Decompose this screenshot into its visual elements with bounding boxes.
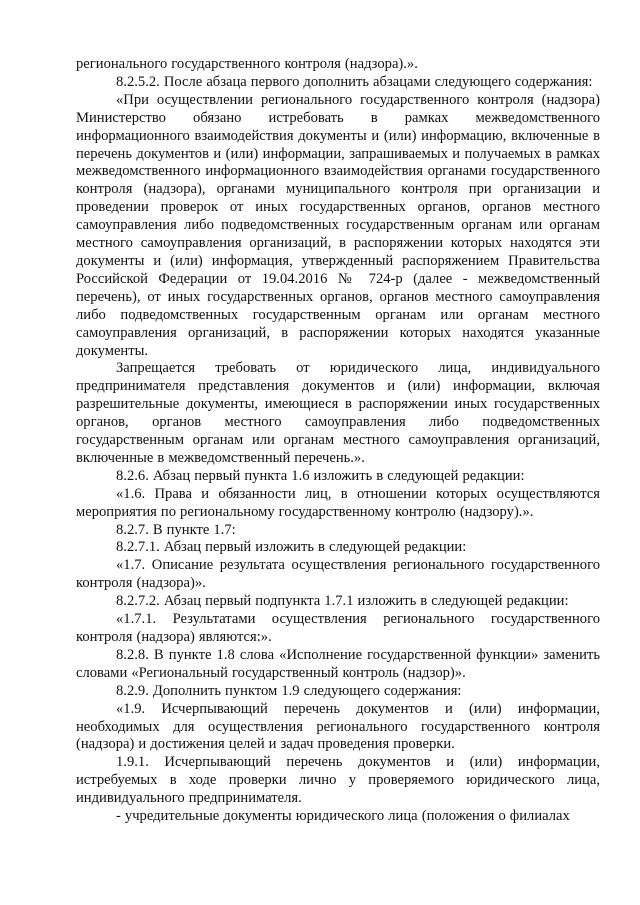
paragraph-5: 8.2.6. Абзац первый пункта 1.6 изложить в следующей редакции:	[116, 467, 525, 484]
paragraph-9: «1.7. Описание результата осуществления регионального государственного контроля (надзора)».	[76, 557, 600, 592]
paragraph-6: «1.6. Права и обязанности лиц, в отношении которых осуществляются мероприятия по региональному государственному контролю (надзору).».	[76, 485, 600, 520]
paragraph-10: 8.2.7.2. Абзац первый подпункта 1.7.1 изложить в следующей редакции:	[116, 593, 569, 610]
paragraph-2: 8.2.5.2. После абзаца первого дополнить абзацами следующего содержания:	[116, 73, 593, 90]
paragraph-13: 8.2.9. Дополнить пунктом 1.9 следующего содержания:	[116, 682, 462, 699]
paragraph-11: «1.7.1. Результатами осуществления регионального государственного контроля (надзора) являются:».	[76, 611, 600, 645]
paragraph-16: - учредительные документы юридического лица (положения о филиалах	[116, 808, 570, 825]
paragraph-12: 8.2.8. В пункте 1.8 слова «Исполнение государственной функции» заменить словами «Региональный государственный контроль (надзор)».	[76, 646, 600, 681]
paragraph-4: Запрещается требовать от юридического лица, индивидуального предпринимателя представления документов и (или) информации, включая разрешительные документы, имеющиеся в распоряжении иных государственных органов, органов местного самоуправления либо подведомственных государственным органам или органам местного самоуправления организаций, включенные в межведомственный перечень.».	[76, 360, 600, 466]
paragraph-3: «При осуществлении регионального государственного контроля (надзора) Министерство обязано истребовать в рамках межведомственного информационного взаимодействия документы и (или) информацию, включенные в перечень документов и (или) информации, запрашиваемых и получаемых в рамках межведомственного информационного взаимодействия органами государственного контроля (надзора), органами муниципального контроля при организации и проведении проверок от иных государственных органов, органов местного самоуправления либо подведомственных государственным органам или органам местного самоуправления организаций, в распоряжении которых находятся эти документы и (или) информация, утвержденный распоряжением Правительства Российской Федерации от 19.04.2016 № 724-р (далее - межведомственный перечень), от иных государственных органов, органов местного самоуправления либо подведомственных государственным органам или органам местного самоуправления организаций, в распоряжении которых находятся указанные документы.	[76, 91, 600, 359]
paragraph-8: 8.2.7.1. Абзац первый изложить в следующей редакции:	[116, 539, 467, 556]
paragraph-1: регионального государственного контроля (надзора).».	[76, 56, 418, 72]
paragraph-7: 8.2.7. В пункте 1.7:	[116, 521, 236, 538]
paragraph-14: «1.9. Исчерпывающий перечень документов и (или) информации, необходимых для осуществления регионального государственного контроля (надзора) и достижения целей и задач проведения проверки.	[76, 700, 600, 753]
paragraph-15: 1.9.1. Исчерпывающий перечень документов и (или) информации, истребуемых в ходе проверки лично у проверяемого юридического лица, индивидуального предпринимателя.	[76, 754, 600, 807]
